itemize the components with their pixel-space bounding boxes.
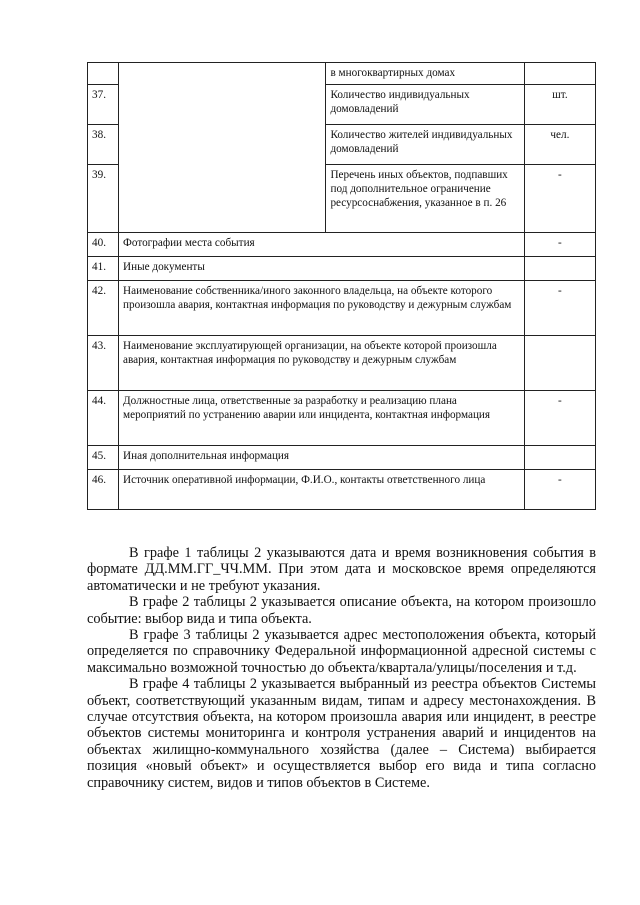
row-unit bbox=[524, 257, 595, 281]
row-field: Наименование эксплуатирующей организации, на объекте которой произошла авария, контактная информация по руководству и дежурным службам bbox=[119, 336, 525, 391]
table-row bbox=[88, 257, 596, 281]
table-row bbox=[88, 391, 596, 446]
row-unit: - bbox=[524, 470, 595, 510]
row-number: 38. bbox=[88, 125, 119, 165]
row-field: Перечень иных объектов, подпавших под дополнительное ограничение ресурсоснабжения, указанное в п. 26 bbox=[326, 165, 524, 233]
row-unit: чел. bbox=[524, 125, 595, 165]
row-field: Должностные лица, ответственные за разработку и реализацию плана мероприятий по устранению аварии или инцидента, контактная информация bbox=[119, 391, 525, 446]
row-unit bbox=[524, 63, 595, 85]
paragraph: В графе 1 таблицы 2 указываются дата и время возникновения события в формате ДД.ММ.ГГ_ЧЧ.ММ. При этом дата и московское время определяются автоматически и не требуют указания. bbox=[87, 545, 596, 594]
row-field: Количество жителей индивидуальных домовладений bbox=[326, 125, 524, 165]
row-number bbox=[88, 63, 119, 85]
row-field: Источник оперативной информации, Ф.И.О., контакты ответственного лица bbox=[119, 470, 525, 510]
row-field: в многоквартирных домах bbox=[326, 63, 524, 85]
row-field: Наименование собственника/иного законного владельца, на объекте которого произошла авария, контактная информация по руководству и дежурным службам bbox=[119, 281, 525, 336]
row-number: 41. bbox=[88, 257, 119, 281]
row-field: Фотографии места события bbox=[119, 233, 525, 257]
row-unit: - bbox=[524, 233, 595, 257]
row-number: 44. bbox=[88, 391, 119, 446]
body-text bbox=[87, 545, 596, 791]
row-number: 37. bbox=[88, 85, 119, 125]
row-unit: - bbox=[524, 391, 595, 446]
row-unit: шт. bbox=[524, 85, 595, 125]
table-row bbox=[88, 233, 596, 257]
row-number: 39. bbox=[88, 165, 119, 233]
row-unit: - bbox=[524, 281, 595, 336]
row-field: Иные документы bbox=[119, 257, 525, 281]
paragraph: В графе 2 таблицы 2 указывается описание объекта, на котором произошло событие: выбор вида и типа объекта. bbox=[87, 594, 596, 627]
row-number: 42. bbox=[88, 281, 119, 336]
row-field: Количество индивидуальных домовладений bbox=[326, 85, 524, 125]
row-unit bbox=[524, 336, 595, 391]
row-number: 46. bbox=[88, 470, 119, 510]
merged-description-cell bbox=[119, 63, 326, 233]
paragraph: В графе 4 таблицы 2 указывается выбранный из реестра объектов Системы объект, соответствующий указанным видам, типам и адресу местонахождения. В случае отсутствия объекта, на котором произошла авария или инцидент, в реестре объектов системы мониторинга и контроля устранения аварий и инцидентов на объектах жилищно-коммунального хозяйства (далее – Система) выбирается позиция «новый объект» и осуществляется выбор его вида и типа согласно справочнику систем, видов и типов объектов в Системе. bbox=[87, 676, 596, 791]
table-row bbox=[88, 446, 596, 470]
table-row bbox=[88, 63, 596, 85]
table-row bbox=[88, 281, 596, 336]
row-unit: - bbox=[524, 165, 595, 233]
row-field: Иная дополнительная информация bbox=[119, 446, 525, 470]
row-number: 45. bbox=[88, 446, 119, 470]
data-table bbox=[87, 62, 596, 510]
row-unit bbox=[524, 446, 595, 470]
row-number: 43. bbox=[88, 336, 119, 391]
table-row bbox=[88, 470, 596, 510]
table-row bbox=[88, 336, 596, 391]
paragraph: В графе 3 таблицы 2 указывается адрес местоположения объекта, который определяется по справочнику Федеральной информационной адресной системы с максимально возможной точностью до объекта/квартала/улицы/поселения и т.д. bbox=[87, 627, 596, 676]
row-number: 40. bbox=[88, 233, 119, 257]
